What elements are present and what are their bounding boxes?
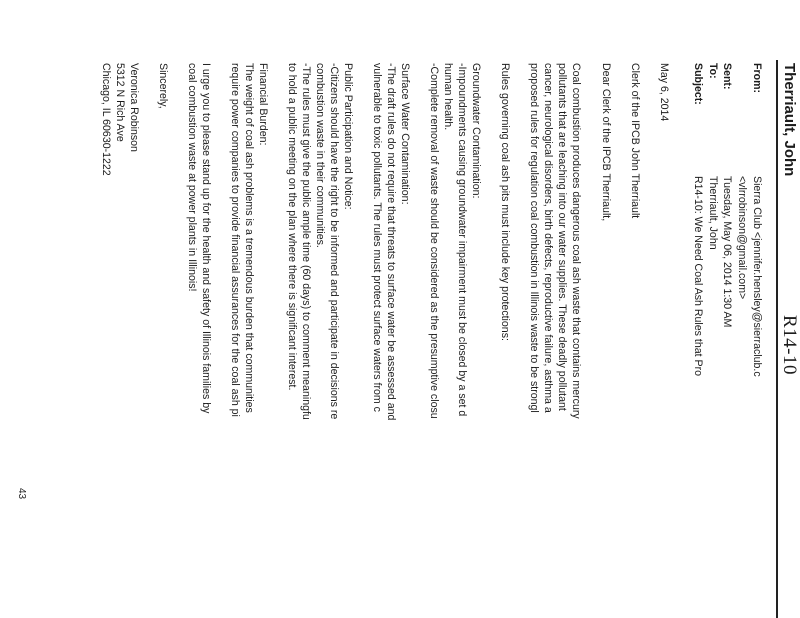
sent-value: Tuesday, May 06, 2014 1:30 AM	[721, 176, 733, 328]
section-line: require power companies to provide financial assurances for the coal ash pi	[229, 63, 241, 417]
section-heading: Financial Burden:	[257, 63, 269, 146]
closing-request-line: I urge you to please stand up for the health and safety of Illinois families by	[200, 63, 212, 414]
letter-recipient: Clerk of the IPCB John Therriault	[629, 63, 641, 219]
subject-value: R14-10: We Need Coal Ash Rules that Pro	[692, 176, 704, 377]
docket-stamp: R14-10	[779, 315, 800, 375]
signature-city: Chicago, IL 60630-1222	[100, 63, 112, 176]
signature-name: Veronica Robinson	[128, 63, 140, 152]
from-email: <vlrrobinson@gmail.com>	[736, 176, 748, 300]
closing-request-line: coal combustion waste at power plants in Illinois!	[186, 63, 198, 292]
section-line: -The draft rules do not require that threats to surface water be assessed and	[385, 63, 397, 421]
section-line: -Impoundments causing groundwater impairment must be closed by a set d	[456, 63, 468, 417]
page-number: 43	[16, 488, 27, 500]
intro-line: Coal combustion produces dangerous coal ash waste that contains mercury	[570, 63, 582, 419]
letter-salutation: Dear Clerk of the IPCB Therriault,	[600, 63, 612, 222]
section-line: human health.	[442, 63, 454, 131]
intro-line: cancer, neurological disorders, birth defects, reproductive failure, asthma a	[542, 63, 554, 413]
signoff: Sincerely,	[157, 63, 169, 109]
section-line: -Complete removal of waste should be considered as the presumptive closu	[428, 63, 440, 419]
subject-label: Subject:	[692, 63, 704, 105]
section-line: -The rules must give the public ample time (60 days) to comment meaningfu	[300, 63, 312, 420]
section-line: -Citizens should have the right to be informed and participate in decisions re	[328, 63, 340, 420]
to-value: Therriault, John	[707, 176, 719, 250]
signature-address: 5312 N Rich Ave	[114, 63, 126, 142]
letter-date: May 6, 2014	[658, 63, 670, 122]
section-heading: Surface Water Contamination:	[399, 63, 411, 205]
protections-lead: Rules governing coal ash pits must include key protections:	[499, 63, 511, 341]
section-heading: Groundwater Contamination:	[470, 63, 482, 199]
sent-label: Sent:	[721, 63, 733, 90]
section-line: The weight of coal ash problems is a tremendous burden that communities	[243, 63, 255, 413]
intro-line: pollutants that are leaching into our water supplies. These deadly pollutant	[556, 63, 568, 411]
section-heading: Public Participation and Notice:	[342, 63, 354, 210]
section-line: to hold a public meeting on the plan where there is significant interest.	[286, 63, 298, 391]
from-label: From:	[751, 63, 763, 94]
header-rule	[776, 60, 778, 618]
section-line: vulnerable to toxic pollutants. The rules must protect surface waters from c	[371, 63, 383, 412]
header-name: Therriault, John	[781, 63, 798, 177]
to-label: To:	[707, 63, 719, 79]
intro-line: proposed rules for regulation coal combustion in Illinois waste to be strongl	[528, 63, 540, 413]
section-line: combustion waste in their communities.	[314, 63, 326, 248]
from-value: Sierra Club <jennifer.hensley@sierraclub.c	[751, 176, 763, 377]
